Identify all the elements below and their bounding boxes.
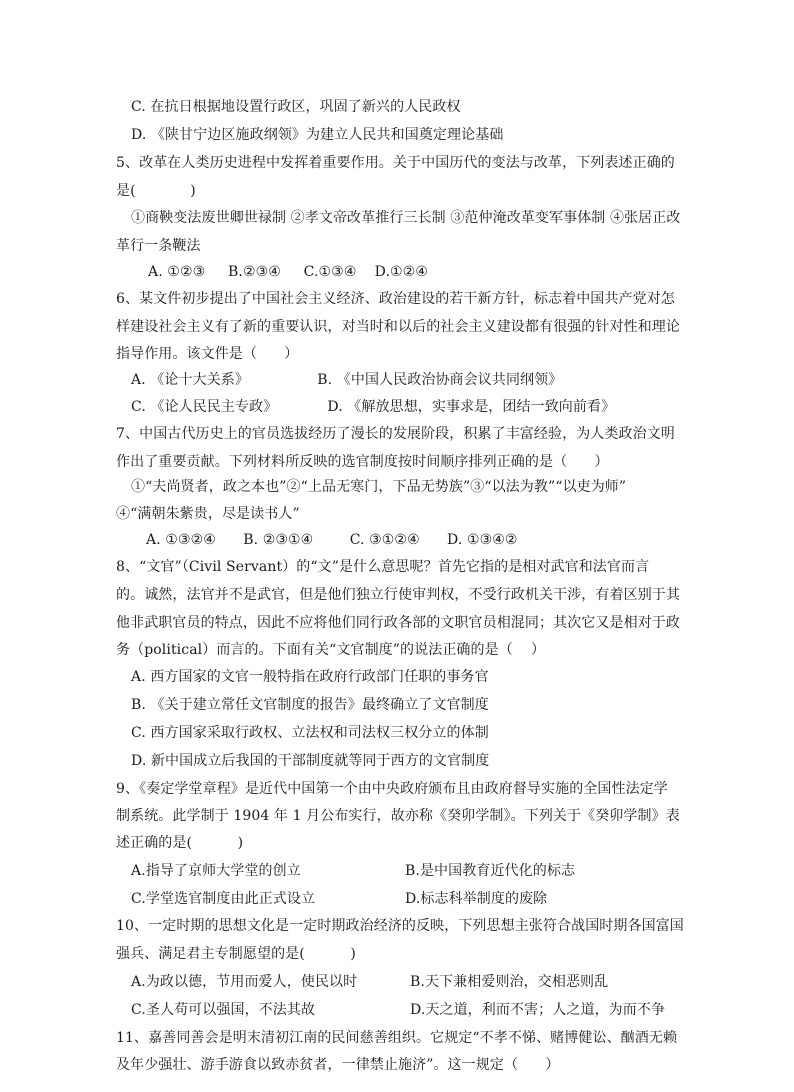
q5-options: A. ①②③ B.②③④ C.①③④ D.①②④ (148, 264, 428, 280)
q7-stem-line-2: 作出了重要贡献。下列材料所反映的选官制度按时间顺序排列正确的是（ ） (116, 454, 609, 470)
q7-material-line-1: ①“夫尚贤者，政之本也”②“上品无寒门，下品无势族”③“以法为教”“以吏为师” (131, 479, 627, 495)
q9-stem-line-3: 述正确的是( ) (116, 835, 244, 851)
q8-stem-line-2: 的。诚然，法官并不是武官，但是他们独立行使审判权，不受行政机关干涉，有着区别于其 (116, 587, 680, 603)
q8-option-d: D. 新中国成立后我国的干部制度就等同于西方的文官制度 (131, 753, 490, 769)
q10-stem-line-1: 10、一定时期的思想文化是一定时期政治经济的反映，下列思想主张符合战国时期各国富国 (116, 918, 684, 934)
q9-option-b: B.是中国教育近代化的标志 (405, 863, 576, 879)
q4-option-d: D. 《陕甘宁边区施政纲领》为建立人民共和国奠定理论基础 (131, 127, 504, 143)
q8-stem-line-4: 务（political）而言的。下面有关“文官制度”的说法正确的是（ ） (116, 642, 546, 658)
q7-stem-line-1: 7、中国古代历史上的官员选拔经历了漫长的发展阶段，积累了丰富经验，为人类政治文明 (116, 426, 675, 442)
q6-stem-line-1: 6、某文件初步提出了中国社会主义经济、政治建设的若干新方针，标志着中国共产党对怎 (116, 291, 675, 307)
q8-option-c: C. 西方国家采取行政权、立法权和司法权三权分立的体制 (131, 725, 489, 741)
q6-options-cd: C. 《论人民民主专政》 D. 《解放思想，实事求是，团结一致向前看》 (131, 399, 616, 415)
q6-stem-line-3: 指导作用。该文件是（ ） (116, 346, 299, 362)
q4-option-c: C. 在抗日根据地设置行政区，巩固了新兴的人民政权 (131, 99, 461, 115)
q6-stem-line-2: 样建设社会主义有了新的重要认识，对当时和以后的社会主义建设都有很强的针对性和理论 (116, 319, 680, 335)
q9-option-c: C.学堂选官制度由此正式设立 (131, 891, 316, 907)
q9-stem-line-1: 9、《奏定学堂章程》是近代中国第一个由中央政府颁布且由政府督导实施的全国性法定学 (116, 781, 668, 797)
q9-option-a: A.指导了京师大学堂的创立 (131, 863, 301, 879)
q6-options-ab: A. 《论十大关系》 B. 《中国人民政治协商会议共同纲领》 (131, 372, 563, 388)
q7-material-line-2: ④“满朝朱紫贵，尽是读书人” (116, 506, 300, 522)
q5-stem-line-1: 5、改革在人类历史进程中发挥着重要作用。关于中国历代的变法与改革，下列表述正确的 (116, 155, 675, 171)
q8-option-a: A. 西方国家的文官一般特指在政府行政部门任职的事务官 (131, 669, 489, 685)
q5-stem-line-2: 是( ) (116, 183, 196, 199)
q5-items-line-2: 革行一条鞭法 (116, 238, 201, 254)
q7-options: A. ①③②④ B. ②③①④ C. ③①②④ D. ①③④② (146, 532, 518, 548)
q10-option-b: B.天下兼相爱则治，交相恶则乱 (410, 974, 609, 990)
q10-option-c: C.圣人苟可以强国，不法其故 (131, 1002, 316, 1018)
q9-option-d: D.标志科举制度的废除 (405, 891, 548, 907)
q11-stem-line-1: 11、嘉善同善会是明末清初江南的民间慈善组织。它规定“不孝不悌、赌博健讼、酗酒无赖 (116, 1030, 678, 1046)
q10-option-a: A.为政以德，节用而爱人，使民以时 (131, 974, 358, 990)
q10-option-d: D.天之道，利而不害；人之道，为而不争 (410, 1002, 666, 1018)
q8-stem-line-3: 他非武职官员的特点，因此不应将他们同行政各部的文职官员相混同；其次它又是相对于政 (116, 615, 680, 631)
q8-option-b: B. 《关于建立常任文官制度的报告》最终确立了文官制度 (131, 697, 489, 713)
q5-items-line-1: ①商鞅变法废世卿世禄制 ②孝文帝改革推行三长制 ③范仲淹改革变军事体制 ④张居正改 (131, 210, 681, 226)
q8-stem-line-1: 8、“文官”（Civil Servant）的“文”是什么意思呢？首先它指的是相对武官和法官而言 (116, 559, 650, 575)
q9-stem-line-2: 制系统。此学制于 1904 年 1 月公布实行，故亦称《癸卯学制》。下列关于《癸卯学制》表 (116, 808, 680, 824)
q10-stem-line-2: 强兵、满足君主专制愿望的是( ) (116, 946, 356, 962)
q11-stem-line-2: 及年少强壮、游手游食以致赤贫者，一律禁止施济”。这一规定（ ） (116, 1057, 560, 1073)
